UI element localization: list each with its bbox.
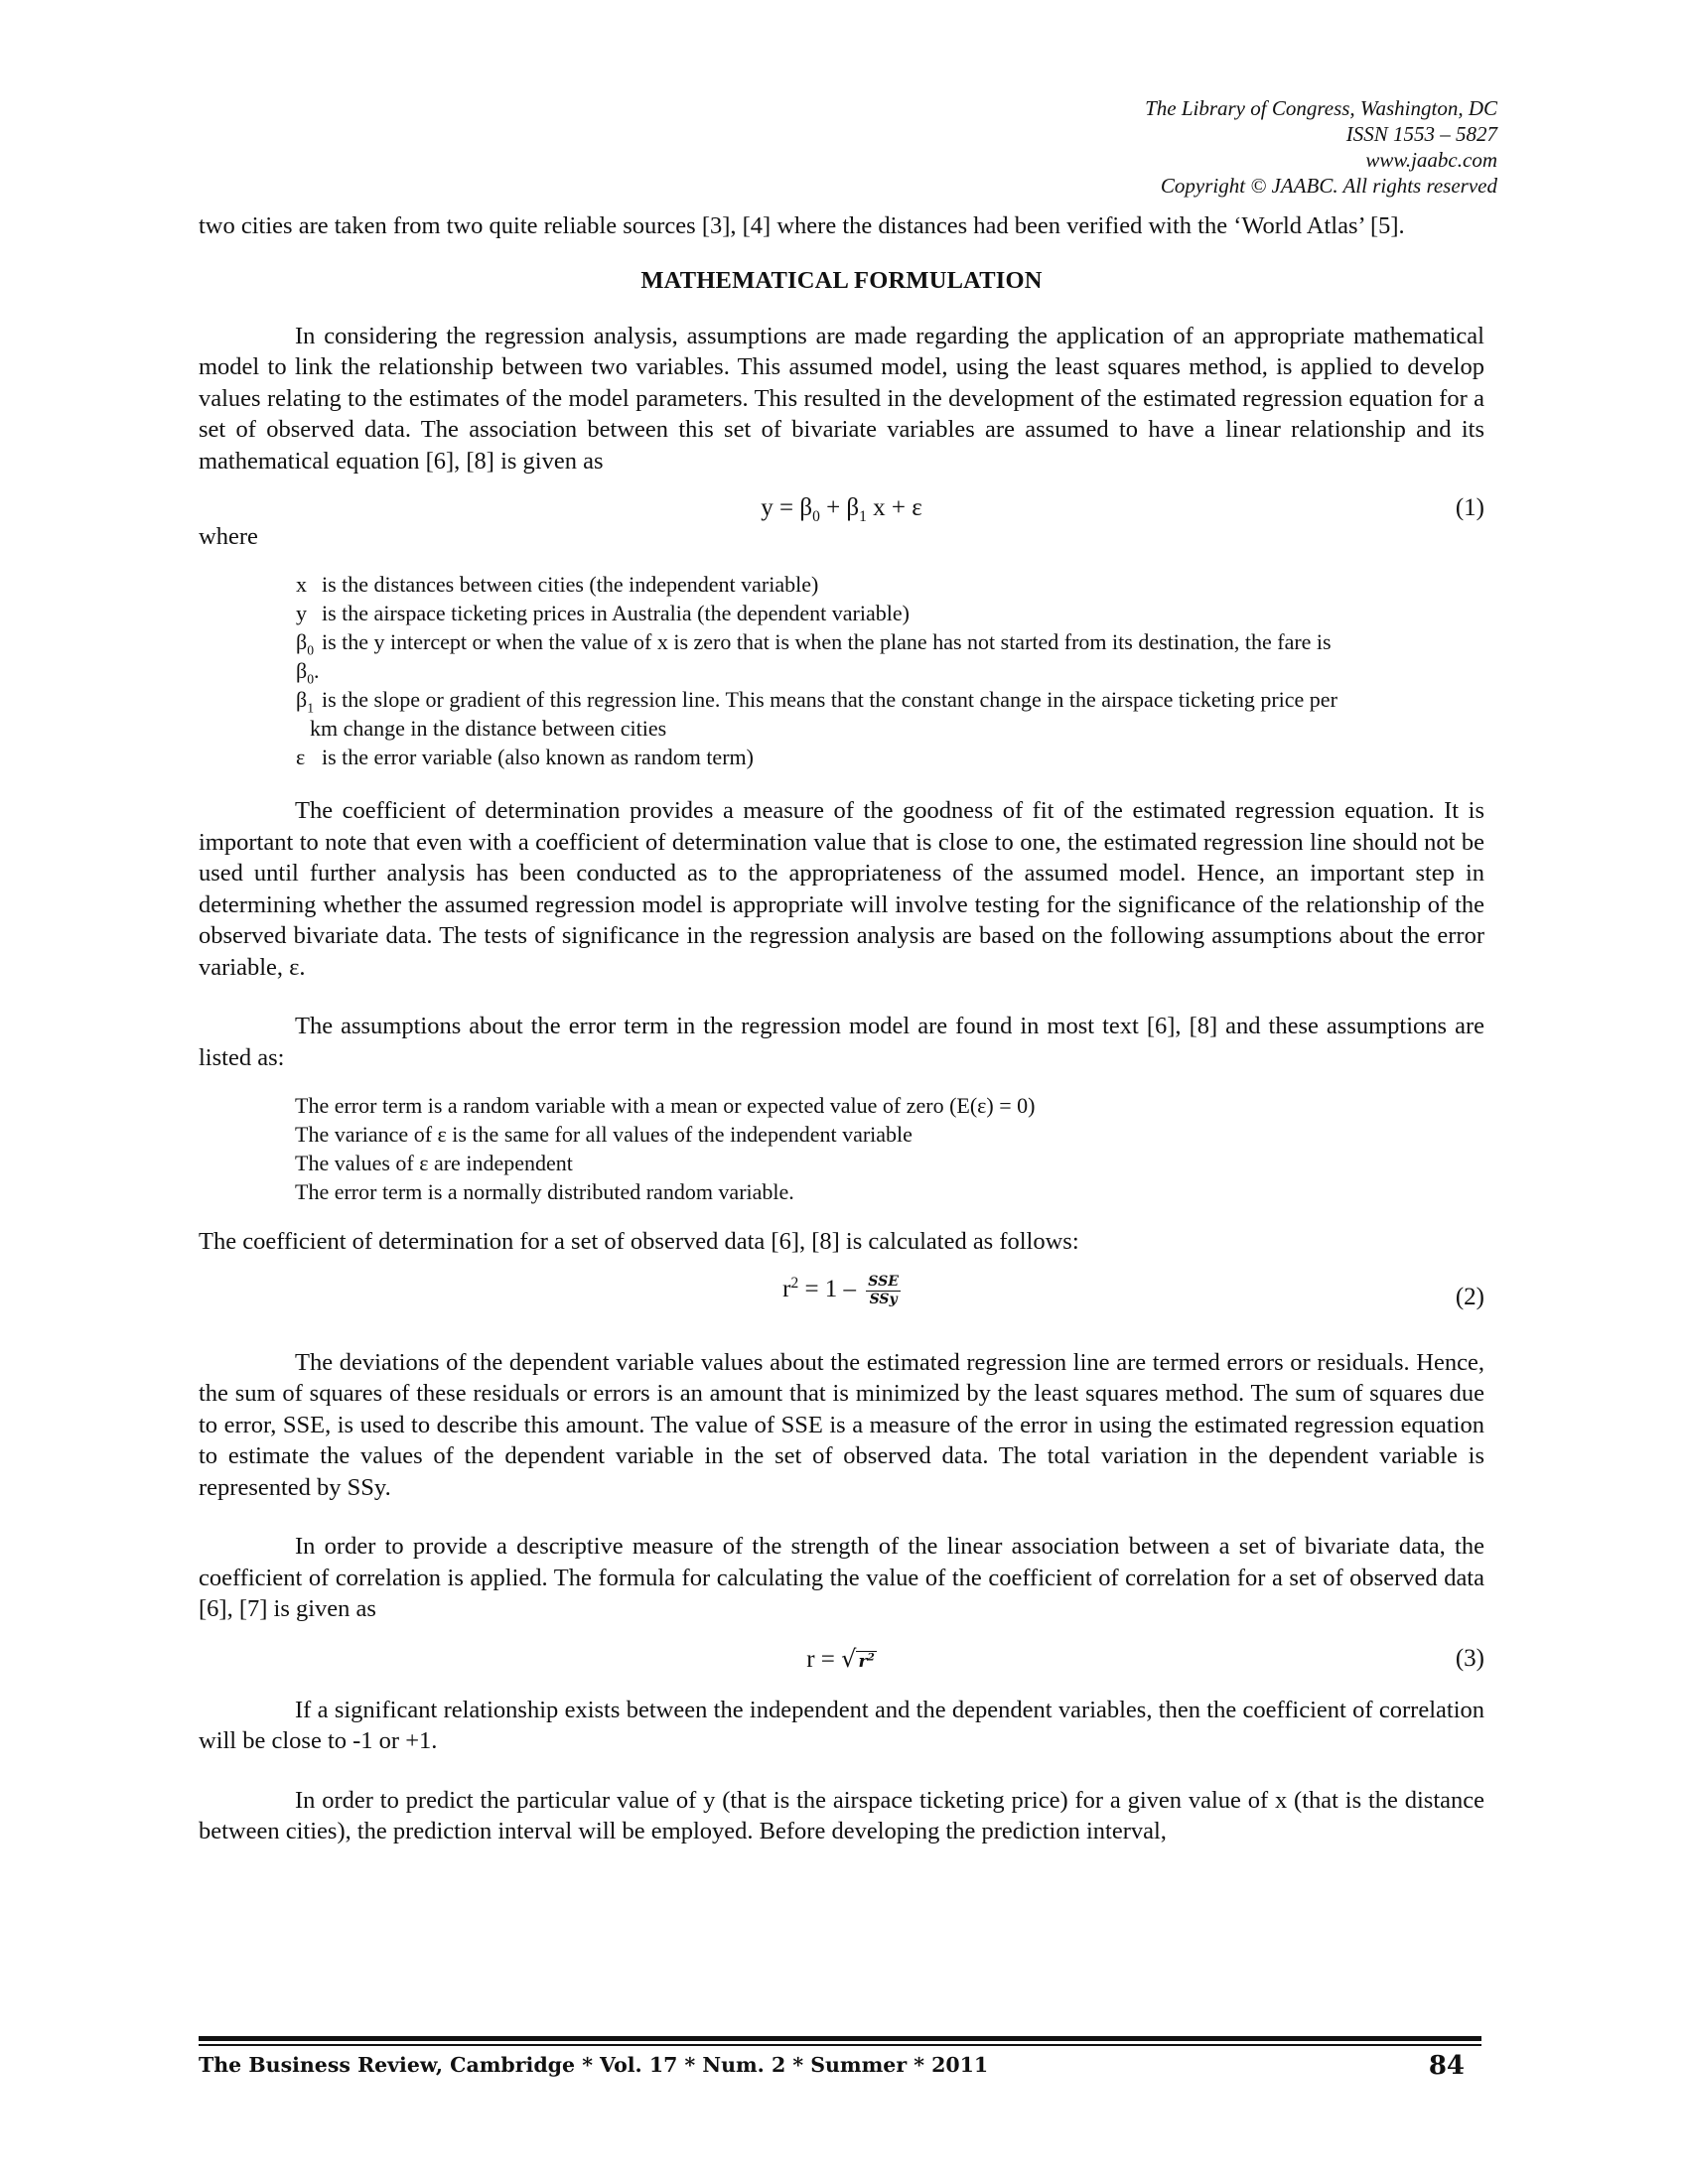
definition-item-continuation: km change in the distance between cities [310,716,667,741]
page-number: 84 [1428,2051,1465,2081]
definition-item-continuation: $\beta_0$. [296,658,320,687]
definition-item: ε is the error variable (also known as random term) [296,745,754,769]
equation-2-expression: $r^2 = 1$ – $\frac{\text{SSE}}{\text{SSy}}$ [782,1273,899,1307]
main-content [199,210,1484,1847]
assumption-item: The values of ε are independent [295,1151,573,1175]
footer-journal: The Business Review, Cambridge * Vol. 17 * Num. 2 * Summer * 2011 [199,2053,989,2077]
footer-rule-thick [199,2036,1481,2041]
equation-3-number: (3) [1455,1644,1484,1672]
paragraph-assumptions-intro: The assumptions about the error term in the regression model are found in most text [6], [8] and these assumptions are listed as: [199,1013,1484,1071]
assumption-item: The error term is a normally distributed random variable. [295,1179,794,1204]
definition-item: $\beta_1$ is the slope or gradient of this regression line. This means that the constant change in the airspace ticketing price per [296,687,1337,716]
definition-item: y is the airspace ticketing prices in Australia (the dependent variable) [296,601,910,625]
paragraph-correlation: In order to provide a descriptive measure of the strength of the linear association between a set of bivariate data, the coefficient of correlation is applied. The formula for calculating the value of the coefficient of correlation for a set of observed data [6], [7] is given as [199,1533,1484,1622]
definition-item: $\beta_0$ is the y intercept or when the value of x is zero that is when the plane has not started from its destination, the fare is [296,629,1332,658]
running-header [902,95,1497,199]
paragraph-determination-calc: The coefficient of determination for a set of observed data [6], [8] is calculated as follows: [199,1228,1079,1255]
section-title: MATHEMATICAL FORMULATION [640,266,1043,294]
equation-1-number: (1) [1455,494,1484,521]
paragraph-residuals: The deviations of the dependent variable values about the estimated regression line are termed errors or residuals. Hence, the sum of squares of these residuals or errors is an amount that is minimized by the least squares method. The sum of squares due to error, SSE, is used to describe this amount. The value of SSE is a measure of the error in using the estimated regression equation to estimate the values of the dependent variable in the set of observed data. The total variation in the dependent variable is represented by SSy. [199,1348,1484,1501]
paragraph-prediction: In order to predict the particular value of y (that is the airspace ticketing price) for a given value of x (that is the distance between cities), the prediction interval will be employed. Before developing the prediction interval, [199,1786,1484,1844]
assumptions-list [295,1091,1484,1206]
header-website: www.jaabc.com [1365,148,1497,172]
where-label: where [199,523,258,550]
assumption-item: The variance of ε is the same for all values of the independent variable [295,1122,913,1147]
sqrt-symbol: √ [841,1644,857,1673]
intro-paragraph: two cities are taken from two quite reliable sources [3], [4] where the distances had been verified with the ‘World Atlas’ [5]. [199,212,1405,239]
paragraph-regression-intro: In considering the regression analysis, assumptions are made regarding the application of an appropriate mathematical model to link the relationship between two variables. This assumed model, using the least squares method, is applied to develop values relating to the estimates of the model parameters. This resulted in the development of the estimated regression equation for a set of observed data. The association between this set of bivariate variables are assumed to have a linear relationship and its mathematical equation [6], [8] is given as [199,322,1484,475]
equation-3-expression: r = √ $r^2$ [806,1644,875,1673]
equation-2-number: (2) [1455,1283,1484,1310]
equation-1-expression: $y = \beta_0 + \beta_1$ x + ε [761,494,922,525]
header-copyright: Copyright © JAABC. All rights reserved [1160,174,1497,198]
header-issn: ISSN 1553 – 5827 [1345,122,1497,146]
assumption-item: The error term is a random variable with a mean or expected value of zero (E(ε) = 0) [295,1093,1036,1118]
equation-1 [199,486,1484,530]
equation-2 [199,1266,1484,1325]
definition-item: x is the distances between cities (the independent variable) [296,572,819,597]
footer-rule-thin [199,2044,1481,2046]
equation-2-fraction: $\frac{\text{SSE}}{\text{SSy}}$ [868,1273,899,1307]
variable-definitions [296,570,1484,771]
paragraph-coefficient-determination: The coefficient of determination provides a measure of the goodness of fit of the estimated regression equation. It is important to note that even with a coefficient of determination value that is close to one, the estimated regression line should not be used until further analysis has been conducted as to the appropriateness of the assumed model. Hence, an important step in determining whether the assumed regression model is appropriate will involve testing for the significance of the relationship of the observed bivariate data. The tests of significance in the regression analysis are based on the following assumptions about the error variable, ε. [199,797,1484,981]
paragraph-significance: If a significant relationship exists between the independent and the dependent variables, then the coefficient of correlation will be close to -1 or +1. [199,1696,1484,1754]
equation-3 [199,1637,1484,1681]
header-library: The Library of Congress, Washington, DC [1145,96,1497,120]
